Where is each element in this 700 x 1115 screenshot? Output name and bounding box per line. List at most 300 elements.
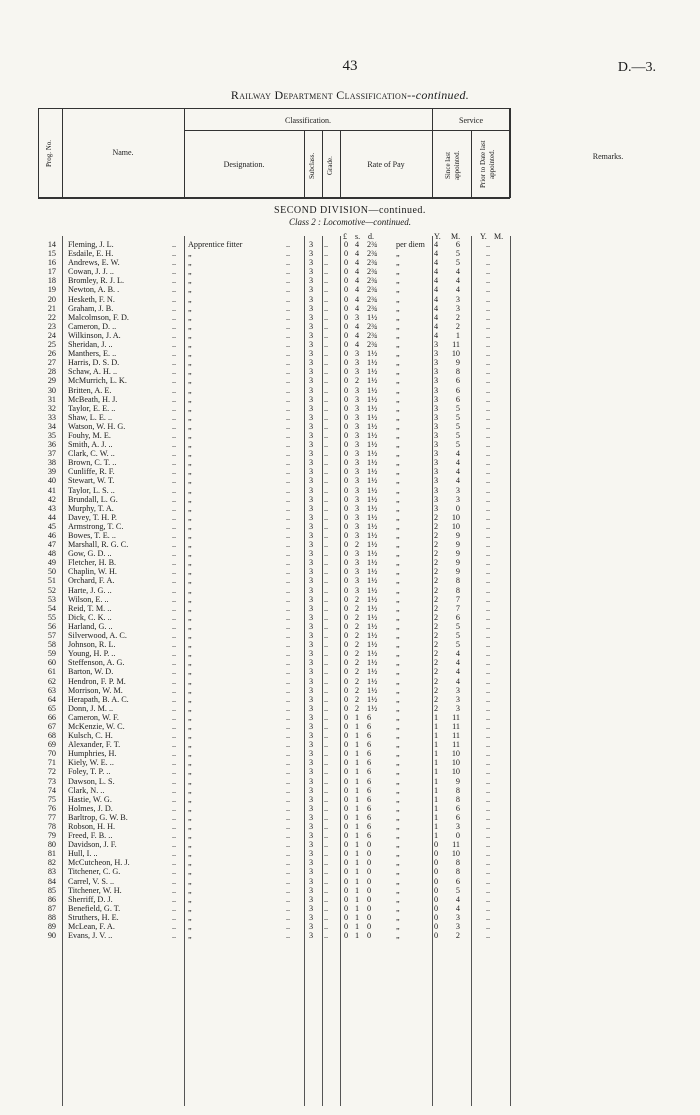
prog-no: 70 bbox=[47, 749, 56, 759]
leader-dots: .. bbox=[486, 376, 491, 386]
leader-dots: .. bbox=[172, 849, 177, 859]
leader-dots: .. bbox=[286, 303, 291, 313]
leader-dots: .. bbox=[286, 631, 291, 641]
table-row bbox=[0, 295, 700, 304]
designation: „ bbox=[188, 421, 192, 431]
table-row bbox=[0, 913, 700, 922]
rate-pence: 6 bbox=[367, 785, 372, 795]
service-months: 3 bbox=[455, 303, 460, 313]
leader-dots: .. bbox=[324, 849, 329, 859]
prog-no: 56 bbox=[47, 621, 56, 631]
leader-dots: .. bbox=[486, 767, 491, 777]
prog-no: 61 bbox=[47, 667, 56, 677]
subclass: 3 bbox=[309, 631, 314, 641]
service-years: 2 bbox=[434, 576, 439, 586]
table-row bbox=[0, 449, 700, 458]
employee-name: Foley, T. P. .. bbox=[68, 767, 111, 777]
leader-dots: .. bbox=[172, 667, 177, 677]
rate-shillings: 2 bbox=[355, 685, 360, 695]
employee-name: Armstrong, T. C. bbox=[68, 521, 124, 531]
service-months: 7 bbox=[455, 594, 460, 604]
rate-pounds: 0 bbox=[344, 685, 349, 695]
rate-pounds: 0 bbox=[344, 421, 349, 431]
subclass: 3 bbox=[309, 531, 314, 540]
prog-no: 31 bbox=[47, 394, 56, 404]
rate-shillings: 2 bbox=[355, 667, 360, 677]
leader-dots: .. bbox=[324, 822, 329, 831]
employee-name: Newton, A. B. . bbox=[68, 285, 120, 295]
subclass: 3 bbox=[309, 931, 314, 941]
designation: „ bbox=[188, 512, 192, 522]
employee-name: Stewart, W. T. bbox=[68, 476, 115, 486]
service-months: 5 bbox=[455, 430, 460, 440]
service-years: 2 bbox=[434, 603, 439, 613]
designation: „ bbox=[188, 394, 192, 404]
prog-no: 34 bbox=[47, 421, 56, 431]
subclass: 3 bbox=[309, 412, 314, 422]
leader-dots: .. bbox=[486, 812, 491, 822]
leader-dots: .. bbox=[286, 503, 291, 513]
leader-dots: .. bbox=[486, 367, 491, 377]
table-row bbox=[0, 931, 700, 940]
designation: „ bbox=[188, 521, 192, 531]
leader-dots: .. bbox=[324, 512, 329, 522]
leader-dots: .. bbox=[486, 249, 491, 259]
leader-dots: .. bbox=[324, 531, 329, 540]
table-row bbox=[0, 895, 700, 904]
rate-pounds: 0 bbox=[344, 803, 349, 813]
rate-period: „ bbox=[396, 931, 400, 941]
leader-dots: .. bbox=[486, 485, 491, 495]
service-years: 3 bbox=[434, 376, 439, 386]
leader-dots: .. bbox=[286, 685, 291, 695]
employee-name: Bromley, R. J. L. bbox=[68, 276, 125, 286]
table-row bbox=[0, 767, 700, 776]
subclass: 3 bbox=[309, 367, 314, 377]
rate-pounds: 0 bbox=[344, 476, 349, 486]
designation: „ bbox=[188, 667, 192, 677]
leader-dots: .. bbox=[172, 621, 177, 631]
rate-shillings: 3 bbox=[355, 485, 360, 495]
service-years: 4 bbox=[434, 240, 439, 249]
leader-dots: .. bbox=[172, 922, 177, 932]
leader-dots: .. bbox=[172, 385, 177, 395]
rate-period: „ bbox=[396, 340, 400, 350]
leader-dots: .. bbox=[324, 812, 329, 822]
leader-dots: .. bbox=[324, 731, 329, 741]
rate-pounds: 0 bbox=[344, 840, 349, 850]
employee-name: Alexander, F. T. bbox=[68, 740, 121, 750]
prog-no: 57 bbox=[47, 631, 56, 641]
leader-dots: .. bbox=[324, 594, 329, 604]
leader-dots: .. bbox=[172, 712, 177, 722]
prog-no: 23 bbox=[47, 321, 56, 331]
rate-period: „ bbox=[396, 876, 400, 886]
designation: „ bbox=[188, 403, 192, 413]
rate-pounds: 0 bbox=[344, 330, 349, 340]
employee-name: Hastie, W. G. bbox=[68, 794, 112, 804]
table-row bbox=[0, 731, 700, 740]
leader-dots: .. bbox=[486, 449, 491, 459]
leader-dots: .. bbox=[324, 803, 329, 813]
leader-dots: .. bbox=[486, 621, 491, 631]
service-years: 0 bbox=[434, 912, 439, 922]
rate-pounds: 0 bbox=[344, 849, 349, 859]
leader-dots: .. bbox=[486, 267, 491, 277]
subsection-title: Class 2 : Locomotive—continued. bbox=[289, 217, 411, 227]
service-years: 3 bbox=[434, 458, 439, 468]
subclass: 3 bbox=[309, 758, 314, 768]
employee-name: Esdaile, E. H. bbox=[68, 249, 114, 259]
employee-name: Robson, H. H. bbox=[68, 822, 116, 831]
rate-pounds: 0 bbox=[344, 494, 349, 504]
service-months: 4 bbox=[455, 658, 460, 668]
service-years: 3 bbox=[434, 503, 439, 513]
leader-dots: .. bbox=[172, 503, 177, 513]
leader-dots: .. bbox=[172, 803, 177, 813]
rate-period: „ bbox=[396, 294, 400, 304]
rate-period: „ bbox=[396, 822, 400, 831]
employee-name: Marshall, R. G. C. bbox=[68, 540, 129, 550]
service-months: 3 bbox=[455, 922, 460, 932]
leader-dots: .. bbox=[324, 685, 329, 695]
employee-name: Brundall, L. G. bbox=[68, 494, 118, 504]
rate-period: „ bbox=[396, 385, 400, 395]
table-row bbox=[0, 740, 700, 749]
service-months: 8 bbox=[455, 576, 460, 586]
service-years: 0 bbox=[434, 876, 439, 886]
service-months: 10 bbox=[451, 521, 460, 531]
designation: „ bbox=[188, 876, 192, 886]
service-months: 9 bbox=[455, 358, 460, 368]
service-months: 8 bbox=[455, 858, 460, 868]
leader-dots: .. bbox=[286, 376, 291, 386]
rate-shillings: 1 bbox=[355, 749, 360, 759]
prog-no: 54 bbox=[47, 603, 56, 613]
leader-dots: .. bbox=[286, 667, 291, 677]
designation: „ bbox=[188, 812, 192, 822]
rate-period: „ bbox=[396, 476, 400, 486]
leader-dots: .. bbox=[486, 831, 491, 841]
employee-name: Carrel, V. S. .. bbox=[68, 876, 115, 886]
service-months: 4 bbox=[455, 894, 460, 904]
table-row bbox=[0, 458, 700, 467]
leader-dots: .. bbox=[286, 840, 291, 850]
prog-no: 83 bbox=[47, 867, 56, 877]
employee-name: McCutcheon, H. J. bbox=[68, 858, 130, 868]
rate-shillings: 3 bbox=[355, 458, 360, 468]
leader-dots: .. bbox=[324, 712, 329, 722]
leader-dots: .. bbox=[324, 676, 329, 686]
rate-shillings: 3 bbox=[355, 494, 360, 504]
leader-dots: .. bbox=[324, 740, 329, 750]
rate-pence: 6 bbox=[367, 831, 372, 841]
rate-pence: 0 bbox=[367, 849, 372, 859]
table-row bbox=[0, 440, 700, 449]
leader-dots: .. bbox=[324, 303, 329, 313]
designation: „ bbox=[188, 367, 192, 377]
service-years: 4 bbox=[434, 276, 439, 286]
leader-dots: .. bbox=[486, 258, 491, 268]
rate-shillings: 1 bbox=[355, 931, 360, 941]
designation: „ bbox=[188, 776, 192, 786]
leader-dots: .. bbox=[486, 731, 491, 741]
designation: Apprentice fitter bbox=[188, 240, 243, 249]
designation: „ bbox=[188, 803, 192, 813]
rate-period: „ bbox=[396, 512, 400, 522]
subclass: 3 bbox=[309, 576, 314, 586]
leader-dots: .. bbox=[172, 512, 177, 522]
table-row bbox=[0, 558, 700, 567]
leader-dots: .. bbox=[286, 358, 291, 368]
service-years: 4 bbox=[434, 249, 439, 259]
leader-dots: .. bbox=[486, 703, 491, 713]
service-months: 4 bbox=[455, 449, 460, 459]
table-row bbox=[0, 476, 700, 485]
leader-dots: .. bbox=[324, 794, 329, 804]
table-row bbox=[0, 713, 700, 722]
leader-dots: .. bbox=[324, 394, 329, 404]
service-years: 2 bbox=[434, 594, 439, 604]
designation: „ bbox=[188, 312, 192, 322]
subclass: 3 bbox=[309, 521, 314, 531]
table-row bbox=[0, 304, 700, 313]
prog-no: 16 bbox=[47, 258, 56, 268]
employee-name: Sheridan, J. .. bbox=[68, 340, 113, 350]
service-years: 2 bbox=[434, 658, 439, 668]
leader-dots: .. bbox=[172, 349, 177, 359]
table-header bbox=[38, 108, 698, 198]
employee-name: Young, H. P. .. bbox=[68, 649, 116, 659]
leader-dots: .. bbox=[172, 758, 177, 768]
leader-dots: .. bbox=[172, 794, 177, 804]
prog-no: 79 bbox=[47, 831, 56, 841]
table-row bbox=[0, 604, 700, 613]
prog-no: 66 bbox=[47, 712, 56, 722]
service-years: 4 bbox=[434, 294, 439, 304]
subclass: 3 bbox=[309, 831, 314, 841]
table-row bbox=[0, 795, 700, 804]
service-months: 10 bbox=[451, 767, 460, 777]
rate-pounds: 0 bbox=[344, 340, 349, 350]
rate-pounds: 0 bbox=[344, 903, 349, 913]
rate-shillings: 1 bbox=[355, 831, 360, 841]
rate-pence: 2¾ bbox=[367, 294, 378, 304]
rate-pence: 0 bbox=[367, 912, 372, 922]
rate-pounds: 0 bbox=[344, 703, 349, 713]
designation: „ bbox=[188, 603, 192, 613]
leader-dots: .. bbox=[324, 358, 329, 368]
designation: „ bbox=[188, 885, 192, 895]
leader-dots: .. bbox=[324, 558, 329, 568]
rate-pounds: 0 bbox=[344, 521, 349, 531]
prog-no: 28 bbox=[47, 367, 56, 377]
rate-shillings: 1 bbox=[355, 767, 360, 777]
leader-dots: .. bbox=[324, 376, 329, 386]
leader-dots: .. bbox=[324, 694, 329, 704]
leader-dots: .. bbox=[486, 403, 491, 413]
leader-dots: .. bbox=[486, 740, 491, 750]
leader-dots: .. bbox=[324, 658, 329, 668]
leader-dots: .. bbox=[172, 749, 177, 759]
rate-pence: 1½ bbox=[367, 549, 378, 559]
designation: „ bbox=[188, 703, 192, 713]
leader-dots: .. bbox=[486, 794, 491, 804]
rate-shillings: 1 bbox=[355, 758, 360, 768]
header-designation: Designation. bbox=[223, 160, 265, 169]
service-months: 4 bbox=[455, 458, 460, 468]
employee-name: Orchard, F. A. bbox=[68, 576, 115, 586]
prog-no: 37 bbox=[47, 449, 56, 459]
leader-dots: .. bbox=[324, 458, 329, 468]
rate-shillings: 1 bbox=[355, 849, 360, 859]
designation: „ bbox=[188, 549, 192, 559]
service-years: 2 bbox=[434, 640, 439, 650]
rate-period: „ bbox=[396, 430, 400, 440]
rate-pounds: 0 bbox=[344, 767, 349, 777]
leader-dots: .. bbox=[324, 494, 329, 504]
leader-dots: .. bbox=[172, 840, 177, 850]
prog-no: 21 bbox=[47, 303, 56, 313]
leader-dots: .. bbox=[172, 612, 177, 622]
service-years: 3 bbox=[434, 403, 439, 413]
leader-dots: .. bbox=[286, 749, 291, 759]
rate-pounds: 0 bbox=[344, 403, 349, 413]
table-row bbox=[0, 831, 700, 840]
service-months: 5 bbox=[455, 249, 460, 259]
table-row bbox=[0, 285, 700, 294]
table-row bbox=[0, 858, 700, 867]
prog-no: 82 bbox=[47, 858, 56, 868]
service-months: 4 bbox=[455, 667, 460, 677]
subclass: 3 bbox=[309, 740, 314, 750]
leader-dots: .. bbox=[324, 885, 329, 895]
leader-dots: .. bbox=[286, 258, 291, 268]
leader-dots: .. bbox=[486, 894, 491, 904]
service-years: 2 bbox=[434, 649, 439, 659]
rate-shillings: 2 bbox=[355, 658, 360, 668]
designation: „ bbox=[188, 276, 192, 286]
service-months: 3 bbox=[455, 912, 460, 922]
leader-dots: .. bbox=[324, 931, 329, 941]
service-years: 3 bbox=[434, 385, 439, 395]
leader-dots: .. bbox=[286, 858, 291, 868]
service-months: 11 bbox=[452, 712, 460, 722]
leader-dots: .. bbox=[172, 540, 177, 550]
leader-dots: .. bbox=[486, 440, 491, 450]
employee-name: Wilkinson, J. A. bbox=[68, 330, 121, 340]
service-years: 3 bbox=[434, 394, 439, 404]
leader-dots: .. bbox=[324, 321, 329, 331]
subclass: 3 bbox=[309, 340, 314, 350]
table-row bbox=[0, 395, 700, 404]
subclass: 3 bbox=[309, 721, 314, 731]
table-row bbox=[0, 331, 700, 340]
prog-no: 67 bbox=[47, 721, 56, 731]
rate-shillings: 3 bbox=[355, 430, 360, 440]
rate-pence: 6 bbox=[367, 812, 372, 822]
table-row bbox=[0, 431, 700, 440]
rate-period: „ bbox=[396, 631, 400, 641]
designation: „ bbox=[188, 531, 192, 540]
prog-no: 84 bbox=[47, 876, 56, 886]
table-row bbox=[0, 276, 700, 285]
rate-pence: 1½ bbox=[367, 394, 378, 404]
rate-pounds: 0 bbox=[344, 503, 349, 513]
prog-no: 87 bbox=[47, 903, 56, 913]
subclass: 3 bbox=[309, 867, 314, 877]
rate-pence: 6 bbox=[367, 758, 372, 768]
service-years: 2 bbox=[434, 676, 439, 686]
subclass: 3 bbox=[309, 294, 314, 304]
leader-dots: .. bbox=[172, 658, 177, 668]
leader-dots: .. bbox=[486, 430, 491, 440]
rate-period: „ bbox=[396, 922, 400, 932]
designation: „ bbox=[188, 258, 192, 268]
prog-no: 90 bbox=[47, 931, 56, 941]
leader-dots: .. bbox=[286, 831, 291, 841]
leader-dots: .. bbox=[324, 412, 329, 422]
rate-period: „ bbox=[396, 376, 400, 386]
employee-name: Cowan, J. J. .. bbox=[68, 267, 114, 277]
subclass: 3 bbox=[309, 467, 314, 477]
prog-no: 29 bbox=[47, 376, 56, 386]
service-years: 4 bbox=[434, 267, 439, 277]
service-months: 4 bbox=[455, 649, 460, 659]
subclass: 3 bbox=[309, 694, 314, 704]
prog-no: 24 bbox=[47, 330, 56, 340]
prog-no: 72 bbox=[47, 767, 56, 777]
rate-pounds: 0 bbox=[344, 385, 349, 395]
subclass: 3 bbox=[309, 649, 314, 659]
rate-pounds: 0 bbox=[344, 321, 349, 331]
employee-name: Holmes, J. D. bbox=[68, 803, 113, 813]
leader-dots: .. bbox=[486, 540, 491, 550]
leader-dots: .. bbox=[486, 458, 491, 468]
employee-name: Steffenson, A. G. bbox=[68, 658, 125, 668]
rate-pounds: 0 bbox=[344, 885, 349, 895]
leader-dots: .. bbox=[286, 330, 291, 340]
leader-dots: .. bbox=[324, 667, 329, 677]
service-years: 3 bbox=[434, 349, 439, 359]
rate-period: „ bbox=[396, 549, 400, 559]
service-years: 4 bbox=[434, 258, 439, 268]
rate-pence: 2¾ bbox=[367, 285, 378, 295]
rate-shillings: 1 bbox=[355, 740, 360, 750]
employee-name: Bowes, T. E. .. bbox=[68, 531, 116, 540]
designation: „ bbox=[188, 576, 192, 586]
rate-pence: 1½ bbox=[367, 685, 378, 695]
table-row bbox=[0, 777, 700, 786]
table-row bbox=[0, 595, 700, 604]
leader-dots: .. bbox=[486, 858, 491, 868]
subclass: 3 bbox=[309, 476, 314, 486]
leader-dots: .. bbox=[286, 367, 291, 377]
rate-pence: 1½ bbox=[367, 603, 378, 613]
designation: „ bbox=[188, 649, 192, 659]
rate-period: „ bbox=[396, 467, 400, 477]
table-row bbox=[0, 686, 700, 695]
rate-pence: 6 bbox=[367, 822, 372, 831]
service-months: 10 bbox=[451, 849, 460, 859]
rate-pounds: 0 bbox=[344, 676, 349, 686]
leader-dots: .. bbox=[172, 685, 177, 695]
rate-period: „ bbox=[396, 831, 400, 841]
rate-pence: 1½ bbox=[367, 349, 378, 359]
service-months: 3 bbox=[455, 485, 460, 495]
service-months: 11 bbox=[452, 840, 460, 850]
leader-dots: .. bbox=[324, 876, 329, 886]
